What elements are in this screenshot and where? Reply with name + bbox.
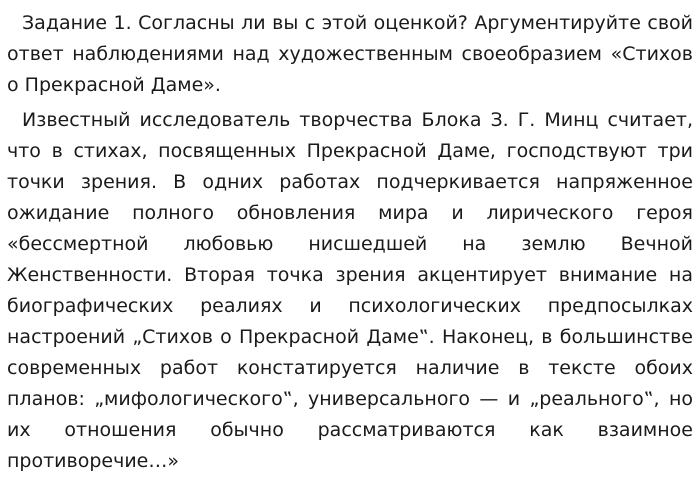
quote-paragraph: Известный исследователь творчества Блока З. Г. Минц считает, что в стихах, посвященных Прекрасной Даме, господствуют три точки зрения. В одних работах подчеркивается напряженное ожидание полного обновления мира и лирического героя «бессмертной любовью нисшедшей на землю Вечной Женственности. Вторая точка зрения акцентирует внимание на биографических реалиях и психологических предпосылках настроений „Стихов о Прекрасной Даме‟. Наконец, в большинстве современных работ констатируется наличие в тексте обоих планов: „мифологического‟, универсального — и „реального‟, но их отношения обычно рассматриваются как взаимное противоречие…»	[7, 109, 693, 472]
task-paragraph: Задание 1. Согласны ли вы с этой оценкой? Аргументируйте свой ответ наблюдениями над художественным своеобразием «Стихов о Прекрасной Даме».	[7, 12, 693, 96]
